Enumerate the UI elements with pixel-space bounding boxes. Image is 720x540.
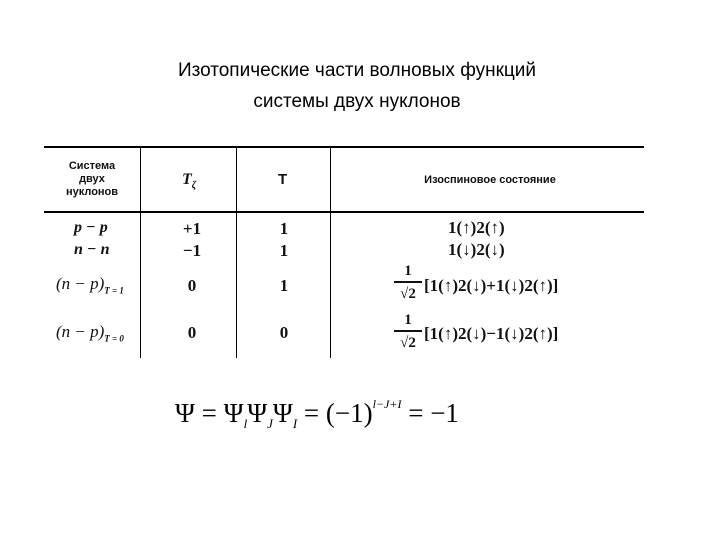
- eq-rhs: = −1: [401, 398, 459, 428]
- row4-system-sub: T = 0: [104, 333, 124, 344]
- row1-tz: +1: [182, 219, 202, 238]
- header-system-line2: двух: [79, 173, 105, 185]
- eq-sub-l: l: [243, 416, 248, 431]
- header-tz: [182, 171, 196, 191]
- row2-tz: −1: [182, 241, 202, 260]
- header-isospin-state: Изоспиновое состояние: [424, 174, 556, 186]
- header-system-line1: Система: [68, 160, 116, 172]
- parity-equation: [175, 397, 459, 432]
- header-system: [52, 160, 132, 199]
- row3-state: [1(↑)2(↓)+1(↓)2(↑)]: [424, 276, 559, 295]
- row1-system: p − p: [74, 219, 108, 236]
- table-top-rule: [44, 146, 644, 148]
- header-t: T: [278, 171, 288, 188]
- row4-frac-num: 1: [404, 312, 412, 328]
- row4-state: [1(↑)2(↓)−1(↓)2(↑)]: [424, 324, 559, 343]
- row3-tz: 0: [187, 276, 197, 295]
- row2-system: n − n: [74, 241, 110, 258]
- row4-fraction: [394, 312, 422, 352]
- row3-system-pair: (n − p): [56, 274, 105, 293]
- eq-psi-j: Ψ: [247, 398, 268, 428]
- row4-frac-den: √2: [400, 334, 416, 351]
- row4-t: 0: [279, 323, 289, 342]
- row4-system: [56, 322, 124, 343]
- row3-t: 1: [279, 276, 289, 295]
- eq-psi-i: Ψ: [272, 398, 293, 428]
- slide-title-line2: системы двух нуклонов: [253, 91, 461, 112]
- row3-frac-num: 1: [404, 263, 412, 279]
- row3-system-sub: T = 1: [104, 285, 124, 296]
- eq-lhs: Ψ = Ψ: [175, 398, 244, 428]
- eq-power-base: = (−1): [297, 398, 373, 428]
- row2-state: 1(↓)2(↓): [448, 240, 505, 259]
- row4-tz: 0: [187, 323, 197, 342]
- row3-frac-den: √2: [400, 285, 416, 302]
- row3-frac-bar: [394, 281, 422, 283]
- header-tz-sub: ζ: [191, 180, 197, 192]
- slide-title-line1: Изотопические части волновых функций: [177, 60, 537, 81]
- table-header-rule: [44, 211, 644, 213]
- row4-system-pair: (n − p): [56, 322, 105, 341]
- eq-exponent: l−J+I: [372, 397, 402, 411]
- table-col-divider-1: [140, 148, 141, 358]
- row1-t: 1: [279, 219, 289, 238]
- header-system-line3: нуклонов: [65, 186, 119, 198]
- header-tz-letter: T: [182, 171, 192, 188]
- row1-state: 1(↑)2(↑): [448, 218, 505, 237]
- row2-t: 1: [279, 241, 289, 260]
- row4-frac-bar: [394, 330, 422, 332]
- table-col-divider-3: [330, 148, 331, 358]
- table-col-divider-2: [236, 148, 237, 358]
- row3-system: [56, 274, 124, 295]
- eq-sub-j: J: [267, 416, 273, 431]
- eq-sub-i: I: [292, 416, 298, 431]
- row3-fraction: [394, 263, 422, 303]
